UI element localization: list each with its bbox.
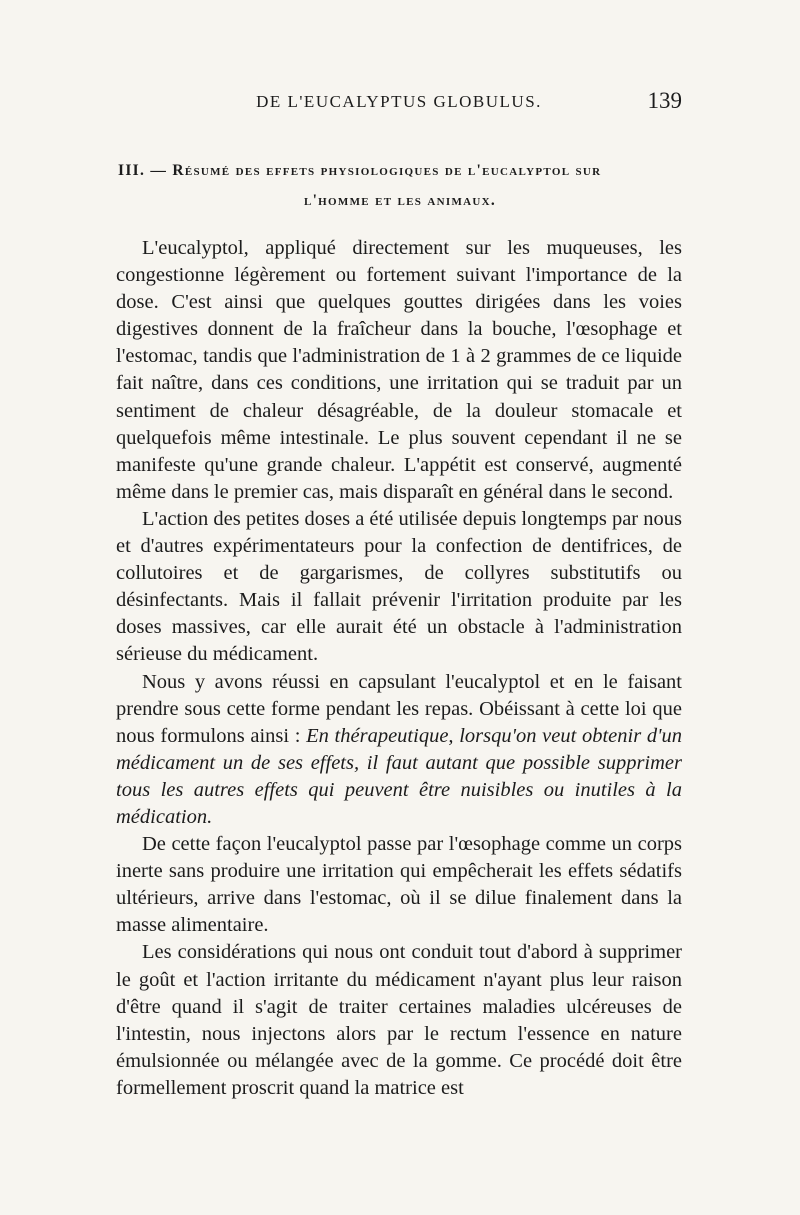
paragraph-3-italic-maxim: En thérapeutique, lorsqu'on veut obtenir d'un médicament un de ses effets, il faut autant que possible supprimer tous les autres effets qui peuvent être nuisibles ou inutiles à la médication. <box>116 724 682 828</box>
paragraph-3 <box>116 669 682 832</box>
section-heading <box>118 156 682 216</box>
paragraph-5: Les considérations qui nous ont conduit tout d'abord à supprimer le goût et l'action irritante du médicament n'ayant plus leur raison d'être quand il s'agit de traiter certaines maladies ulcéreuses de l'intestin, nous injectons alors par le rectum l'essence en nature émulsionnée ou mélangée avec de la gomme. Ce procédé doit être formellement proscrit quand la matrice est <box>116 941 682 1099</box>
running-title: DE L'EUCALYPTUS GLOBULUS. <box>256 92 542 111</box>
paragraph-4: De cette façon l'eucalyptol passe par l'œsophage comme un corps inerte sans produire une irritation qui empêcherait les effets sédatifs ultérieurs, arrive dans l'estomac, où il se dilue finalement dans la masse alimentaire. <box>116 833 682 937</box>
paragraph-1: L'eucalyptol, appliqué directement sur les muqueuses, les congestionne légèrement ou fortement suivant l'importance de la dose. C'est ainsi que quelques gouttes dirigées dans les voies digestives donnent de la fraîcheur dans la bouche, l'œsophage et l'estomac, tandis que l'administration de 1 à 2 grammes de ce liquide fait naître, dans ces conditions, une irritation qui se traduit par un sentiment de chaleur désagréable, de la douleur stomacale et quelquefois même intestinale. Le plus souvent cependant il ne se manifeste qu'une grande chaleur. L'appétit est conservé, augmenté même dans le premier cas, mais disparaît en général dans le second. <box>116 237 682 503</box>
section-heading-line1: III. — Résumé des effets physiologiques de l'eucalyptol sur <box>118 162 602 179</box>
body-text <box>116 235 682 1102</box>
section-heading-line2: l'homme et les animaux. <box>303 192 497 209</box>
paragraph-3-roman: Nous y avons réussi en capsulant l'eucalyptol et en le faisant prendre sous cette forme pendant les repas. Obéissant à cette loi que nous formulons ainsi : <box>116 670 682 747</box>
page-number: 139 <box>647 88 682 113</box>
running-header <box>116 88 682 122</box>
paragraph-2: L'action des petites doses a été utilisée depuis longtemps par nous et d'autres expérimentateurs pour la confection de dentifrices, de collutoires et de gargarismes, de collyres substitutifs ou désinfectants. Mais il fallait prévenir l'irritation produite par les doses massives, car elle aurait été un obstacle à l'administration sérieuse du médicament. <box>116 507 682 666</box>
